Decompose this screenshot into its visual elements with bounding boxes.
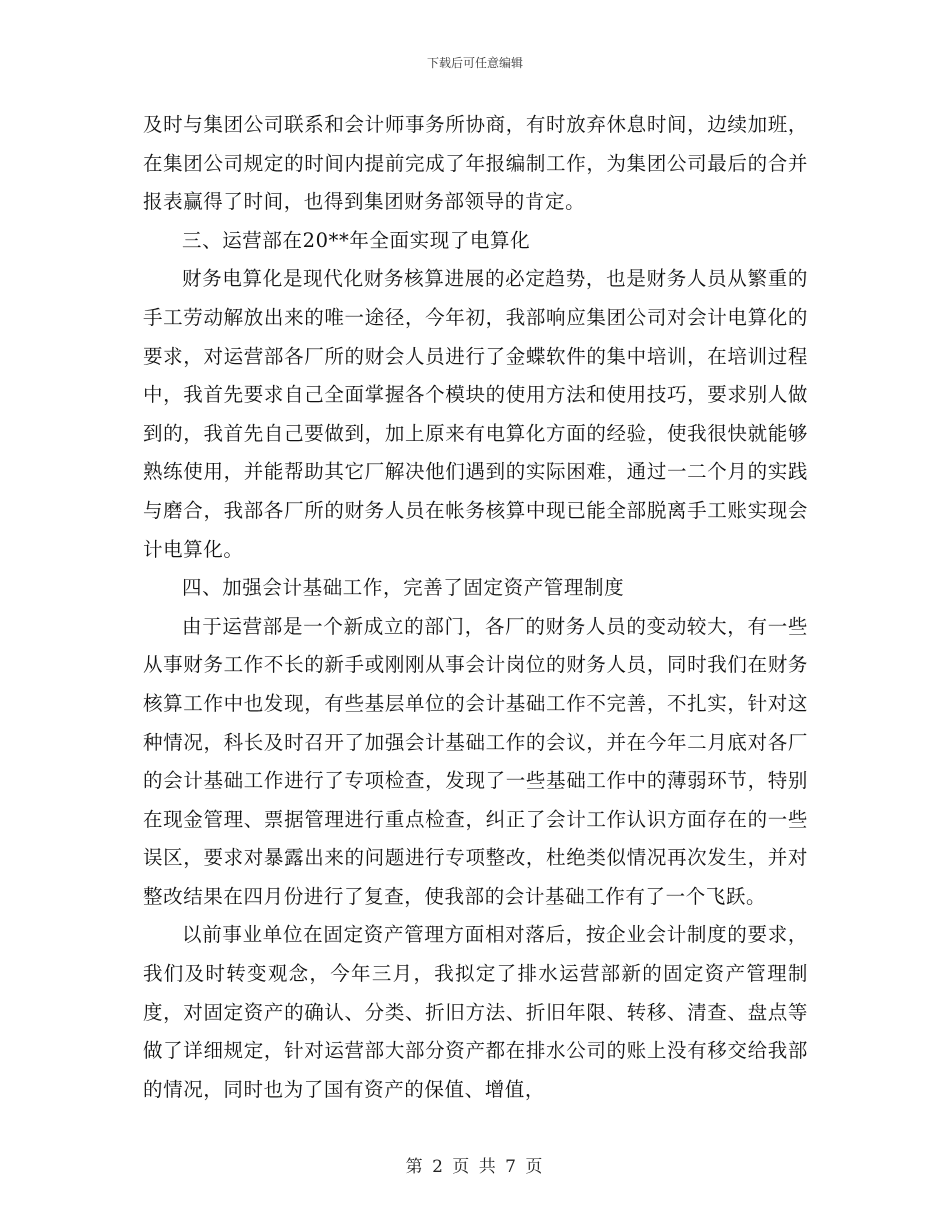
document-body [143, 106, 808, 1109]
paragraph-electronic-accounting: 财务电算化是现代化财务核算进展的必定趋势，也是财务人员从繁重的手工劳动解放出来的唯一途径，今年初，我部响应集团公司对会计电算化的要求，对运营部各厂所的财会人员进行了金蝶软件的集中培训，在培训过程中，我首先要求自己全面掌握各个模块的使用方法和使用技巧，要求别人做到的，我首先自己要做到，加上原来有电算化方面的经验，使我很快就能够熟练使用，并能帮助其它厂解决他们遇到的实际困难，通过一二个月的实践与磨合，我部各厂所的财务人员在帐务核算中现已能全部脱离手工账实现会计电算化。 [143, 267, 808, 561]
paragraph-fixed-assets: 以前事业单位在固定资产管理方面相对落后，按企业会计制度的要求，我们及时转变观念，今年三月，我拟定了排水运营部新的固定资产管理制度，对固定资产的确认、分类、折旧方法、折旧年限、转移、清查、盘点等做了详细规定，针对运营部大部分资产都在排水公司的账上没有移交给我部的情况，同时也为了国有资产的保值、增值， [143, 923, 808, 1101]
section-heading-4: 四、加强会计基础工作，完善了固定资产管理制度 [182, 576, 625, 600]
section-heading-3: 三、运营部在20**年全面实现了电算化 [182, 228, 531, 252]
header-note: 下载后可任意编辑 [426, 56, 523, 70]
paragraph-continuation: 及时与集团公司联系和会计师事务所协商，有时放弃休息时间，边续加班，在集团公司规定的时间内提前完成了年报编制工作，为集团公司最后的合并报表赢得了时间，也得到集团财务部领导的肯定。 [143, 113, 808, 214]
page-number-footer: 第 2 页 共 7 页 [405, 1157, 545, 1177]
paragraph-accounting-basics: 由于运营部是一个新成立的部门，各厂的财务人员的变动较大，有一些从事财务工作不长的新手或刚刚从事会计岗位的财务人员，同时我们在财务核算工作中也发现，有些基层单位的会计基础工作不完善，不扎实，针对这种情况，科长及时召开了加强会计基础工作的会议，并在今年二月底对各厂的会计基础工作进行了专项检查，发现了一些基础工作中的薄弱环节，特别在现金管理、票据管理进行重点检查，纠正了会计工作认识方面存在的一些误区，要求对暴露出来的问题进行专项整改，杜绝类似情况再次发生，并对整改结果在四月份进行了复查，使我部的会计基础工作有了一个飞跃。 [143, 614, 808, 908]
